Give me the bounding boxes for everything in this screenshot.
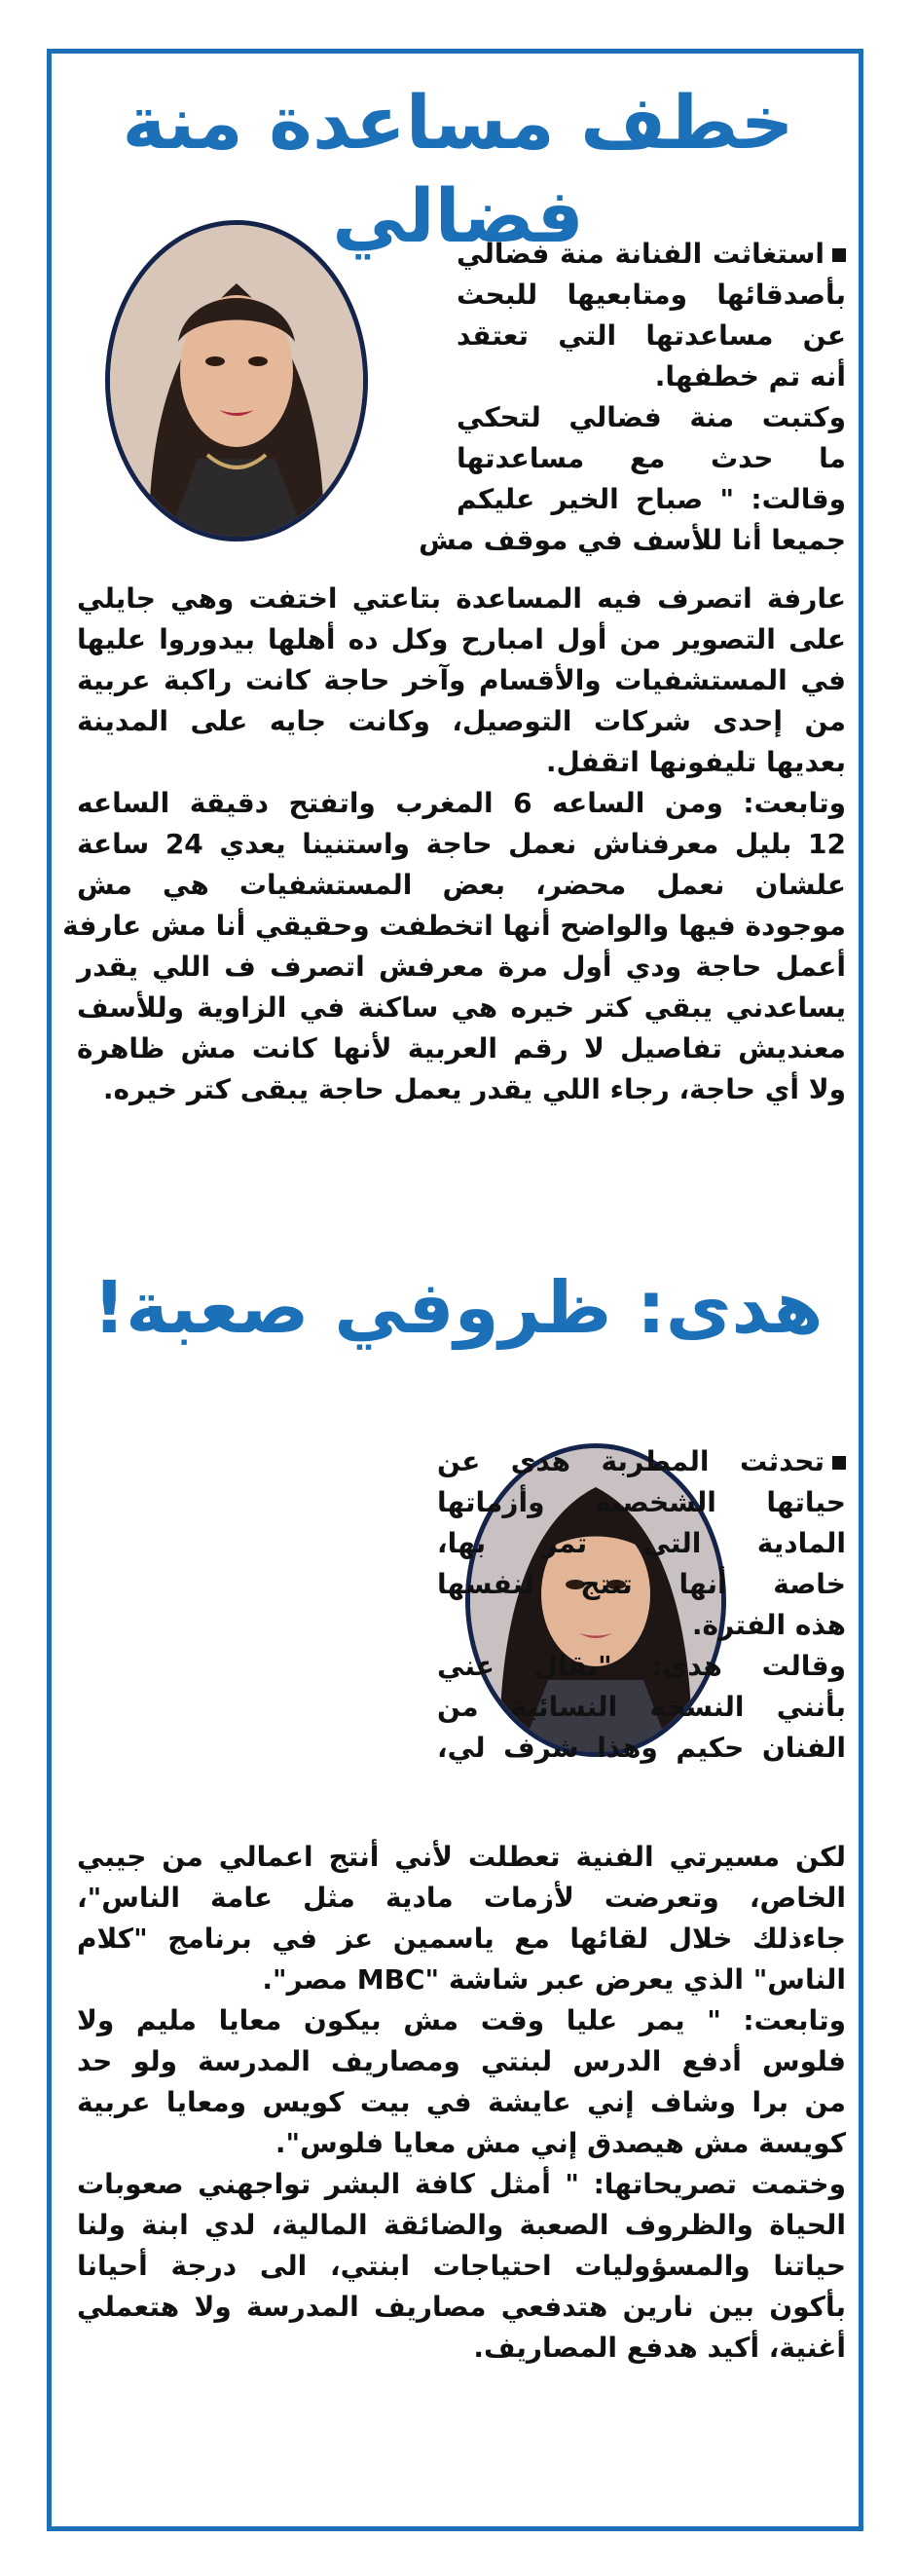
text-line: من برا وشاف إني عايشة في بيت كويس ومعايا عربية	[77, 2086, 846, 2118]
text-line: معنديش تفاصيل لا رقم العربية لأنها كانت مش ظاهرة	[77, 1032, 846, 1064]
text-line: موجودة فيها والواضح أنها اتخطفت وحقيقي أنا مش عارفة	[62, 910, 846, 942]
story-2-body	[77, 1837, 846, 2369]
text-line: 12 بليل معرفناش نعمل حاجة واستنينا يعدي 24 ساعة	[77, 828, 846, 860]
text-line: عن مساعدتها التي تعتقد	[457, 319, 846, 352]
text-line: عارفة اتصرف فيه المساعدة بتاعتي اختفت وهي جايلي	[77, 582, 846, 615]
text-line: أنه تم خطفها.	[654, 360, 846, 392]
text-line: أعمل حاجة ودي أول مرة معرفش اتصرف ف اللي يقدر	[77, 951, 846, 983]
text-line: في المستشفيات والأقسام وآخر حاجة كانت راكبة عربية	[77, 664, 846, 696]
text-line: الخاص، وتعرضت لأزمات مادية مثل عامة الناس"،	[77, 1882, 846, 1914]
text-line: الفنان حكيم وهذا شرف لي،	[437, 1732, 846, 1764]
text-line: بأنني النسخة النسائية من	[437, 1691, 846, 1723]
text-line: يساعدني يبقي كتر خيره هي ساكنة في الزاوية وللأسف	[77, 991, 846, 1024]
text-line: حياتها الشخصية وأزماتها	[437, 1486, 846, 1518]
text-line: الحياة والظروف الصعبة والضائقة المالية، لدي ابنة ولنا	[77, 2209, 846, 2241]
text-line: بأكون بين نارين هتدفعي مصاريف المدرسة ولا هتعملي	[77, 2291, 846, 2323]
text-line: وتابعت: ومن الساعه 6 المغرب واتفتح دقيقة الساعه	[77, 787, 846, 819]
headline-story-1: خطف مساعدة منة فضالي	[122, 79, 794, 259]
text-line: وقالت: " صباح الخير عليكم	[457, 483, 846, 515]
text-line: وختمت تصريحاتها: " أمثل كافة البشر تواجهني صعوبات	[77, 2168, 846, 2200]
text-line: على التصوير من أول امبارح وكل ده أهلها بيدوروا عليها	[77, 623, 846, 655]
portrait-image	[110, 225, 363, 537]
text-line: حياتنا والمسؤوليات احتياجات ابنتي، الى درجة أحيانا	[77, 2250, 846, 2282]
text-line: وقالت هدى: "يقال عني	[437, 1650, 846, 1682]
text-line: لكن مسيرتي الفنية تعطلت لأني أنتج اعمالي من جيبي	[77, 1841, 846, 1873]
text-line: استغاثت الفنانة منة فضالي	[457, 238, 824, 270]
text-line: من إحدى شركات التوصيل، وكانت جايه على المدينة	[77, 705, 846, 737]
story-1-body	[62, 579, 846, 1110]
text-line: وتابعت: " يمر عليا وقت مش بيكون معايا مليم ولا	[77, 2004, 846, 2036]
text-line: المادية التي تمر بها،	[437, 1527, 846, 1559]
story-1-intro	[419, 234, 846, 561]
text-line: فلوس أدفع الدرس لبنتي ومصاريف المدرسة ولو حد	[77, 2045, 846, 2077]
story-2-intro	[437, 1441, 846, 1769]
text-line: ما حدث مع مساعدتها	[457, 442, 846, 474]
text-line: جميعا أنا للأسف في موقف مش	[419, 524, 846, 556]
text-line: علشان نعمل محضر، بعض المستشفيات هي مش	[77, 869, 846, 901]
text-line: كويسة مش هيصدق إني مش معايا فلوس".	[275, 2127, 846, 2159]
text-line: خاصة أنها تنتج لنفسها	[437, 1568, 846, 1600]
text-line: بأصدقائها ومتابعيها للبحث	[457, 279, 846, 311]
photo-story-1	[105, 220, 368, 541]
bullet-icon	[832, 1456, 846, 1470]
text-line: تحدثت المطربة هدى عن	[437, 1445, 824, 1477]
text-line: الناس" الذي يعرض عبر شاشة "MBC مصر".	[262, 1963, 846, 1996]
text-line: أغنية، أكيد هدفع المصاريف.	[473, 2332, 846, 2364]
text-line: وكتبت منة فضالي لتحكي	[457, 401, 846, 433]
text-line: بعديها تليفونها اتقفل.	[545, 746, 846, 778]
headline-story-2: هدى: ظروفي صعبة!	[92, 1266, 824, 1350]
text-line: ولا أي حاجة، رجاء اللي يقدر يعمل حاجة يبقى كتر خيره.	[102, 1073, 846, 1105]
text-line: جاءذلك خلال لقائها مع ياسمين عز في برنامج "كلام	[77, 1923, 846, 1955]
text-line: هذه الفترة.	[691, 1609, 846, 1641]
bullet-icon	[832, 248, 846, 262]
